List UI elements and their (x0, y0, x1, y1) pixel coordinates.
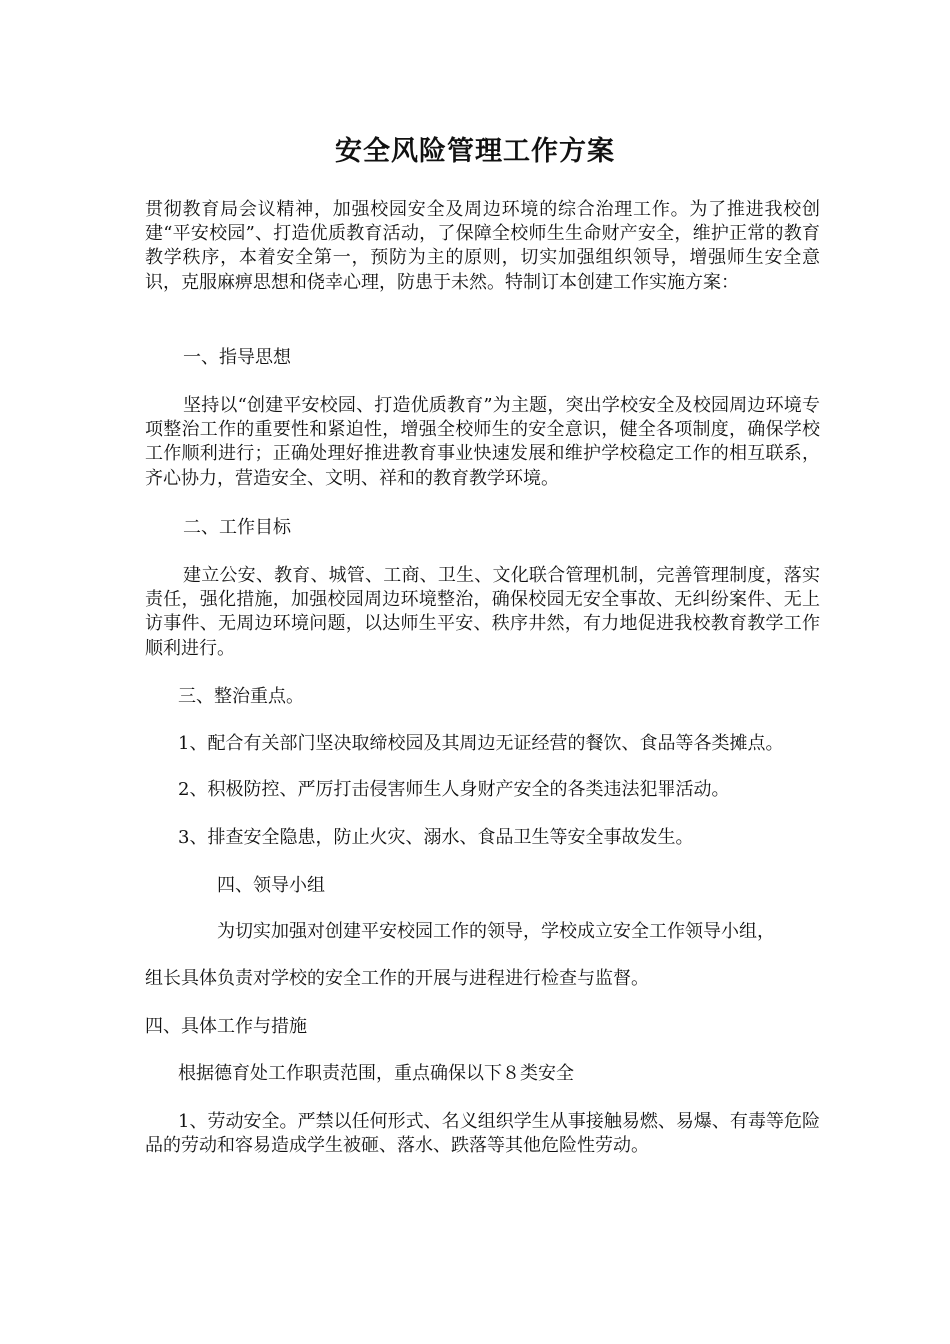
section5-intro: 根据德育处工作职责范围，重点确保以下８类安全 (178, 1063, 574, 1084)
section5-item-1: 1、劳动安全。严禁以任何形式、名义组织学生从事接触易燃、易爆、有毒等危险品的劳动和容易造成学生被砸、落水、跌落等其他危险性劳动。 (145, 1111, 820, 1157)
intro-paragraph: 贯彻教育局会议精神，加强校园安全及周边环境的综合治理工作。为了推进我校创建“平安校园”、打造优质教育活动，了保障全校师生生命财产安全，维护正常的教育教学秩序，本着安全第一，预防为主的原则，切实加强组织领导，增强师生安全意识，克服麻痹思想和侥幸心理，防患于未然。特制订本创建工作实施方案： (145, 199, 820, 293)
section4-line-1: 为切实加强对创建平安校园工作的领导，学校成立安全工作领导小组， (217, 921, 775, 942)
section3-item-1: 1、配合有关部门坚决取缔校园及其周边无证经营的餐饮、食品等各类摊点。 (178, 733, 784, 754)
section3-heading: 三、整治重点。 (178, 686, 304, 707)
document-title: 安全风险管理工作方案 (335, 136, 615, 167)
section4-line-2: 组长具体负责对学校的安全工作的开展与进程进行检查与监督。 (145, 968, 649, 989)
section2-body: 建立公安、教育、城管、工商、卫生、文化联合管理机制，完善管理制度，落实责任，强化措施，加强校园周边环境整治，确保校园无安全事故、无纠纷案件、无上访事件、无周边环境问题，以达师生平安、秩序井然，有力地促进我校教育教学工作顺利进行。 (145, 565, 820, 659)
section1-body: 坚持以“创建平安校园、打造优质教育”为主题，突出学校安全及校园周边环境专项整治工作的重要性和紧迫性，增强全校师生的安全意识，健全各项制度，确保学校工作顺利进行；正确处理好推进教育事业快速发展和维护学校稳定工作的相互联系，齐心协力，营造安全、文明、祥和的教育教学环境。 (145, 395, 820, 489)
section4-heading: 四、领导小组 (217, 875, 325, 896)
section2-heading: 二、工作目标 (183, 517, 291, 538)
section1-heading: 一、指导思想 (183, 347, 291, 368)
section3-item-2: 2、积极防控、严厉打击侵害师生人身财产安全的各类违法犯罪活动。 (178, 779, 730, 800)
section5-heading: 四、具体工作与措施 (145, 1016, 307, 1037)
section3-item-3: 3、排查安全隐患，防止火灾、溺水、食品卫生等安全事故发生。 (178, 827, 694, 848)
